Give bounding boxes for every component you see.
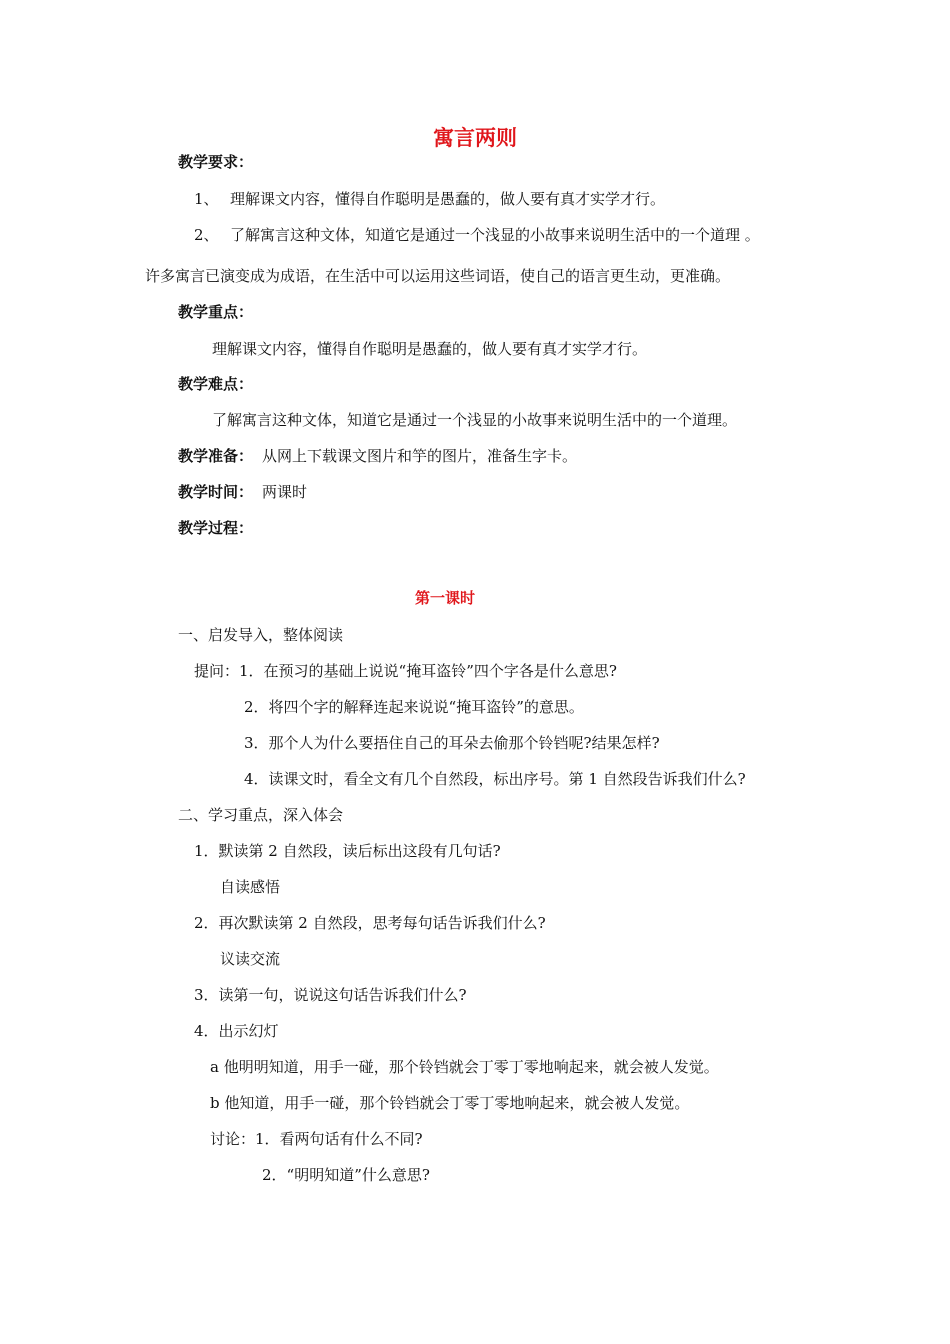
step-1-note: 自读感悟 [220,878,281,896]
requirement-2-number: 2、 [194,226,219,244]
key-point-text: 理解课文内容，懂得自作聪明是愚蠢的，做人要有真才实学才行。 [212,340,648,358]
requirement-1-number: 1、 [194,190,219,208]
lesson-1-title: 第一课时 [414,589,475,607]
step-2-note: 议读交流 [220,950,281,968]
step-2: 2．再次默读第 2 自然段，思考每句话告诉我们什么? [194,914,546,932]
requirements-label: 教学要求： [178,153,254,171]
discussion-2: 2．“明明知道”什么意思? [262,1166,430,1184]
document-title: 寓言两则 [433,126,517,150]
slide-sentence-b: b 他知道，用手一碰，那个铃铛就会丁零丁零地响起来，就会被人发觉。 [210,1094,690,1112]
key-point-label: 教学重点： [178,303,254,321]
process-label: 教学过程： [178,519,254,537]
question-3: 3．那个人为什么要捂住自己的耳朵去偷那个铃铛呢?结果怎样? [244,734,660,752]
requirement-1-text: 理解课文内容，懂得自作聪明是愚蠢的，做人要有真才实学才行。 [230,190,666,208]
question-4: 4．读课文时，看全文有几个自然段，标出序号。第 1 自然段告诉我们什么? [244,770,746,788]
preparation-text: 从网上下载课文图片和竽的图片，准备生字卡。 [262,447,578,465]
preparation-label: 教学准备： [178,447,254,465]
slide-sentence-a: a 他明明知道，用手一碰，那个铃铛就会丁零丁零地响起来，就会被人发觉。 [210,1058,719,1076]
question-2: 2．将四个字的解释连起来说说“掩耳盗铃”的意思。 [244,698,584,716]
step-3: 3．读第一句，说说这句话告诉我们什么? [194,986,467,1004]
question-1: 提问：1．在预习的基础上说说“掩耳盗铃”四个字各是什么意思? [194,662,617,680]
time-label: 教学时间： [178,483,254,501]
step-4: 4．出示幻灯 [194,1022,279,1040]
discussion-1: 讨论：1．看两句话有什么不同? [210,1130,423,1148]
section-1-heading: 一、启发导入，整体阅读 [178,626,344,644]
difficulty-text: 了解寓言这种文体，知道它是通过一个浅显的小故事来说明生活中的一个道理。 [212,411,738,429]
difficulty-label: 教学难点： [178,375,254,393]
time-text: 两课时 [262,483,308,501]
step-1: 1．默读第 2 自然段，读后标出这段有几句话? [194,842,501,860]
requirement-2-continuation: 许多寓言已演变成为成语，在生活中可以运用这些词语，使自己的语言更生动，更准确。 [145,267,731,285]
section-2-heading: 二、学习重点，深入体会 [178,806,344,824]
requirement-2-text: 了解寓言这种文体，知道它是通过一个浅显的小故事来说明生活中的一个道理 。 [230,226,760,244]
